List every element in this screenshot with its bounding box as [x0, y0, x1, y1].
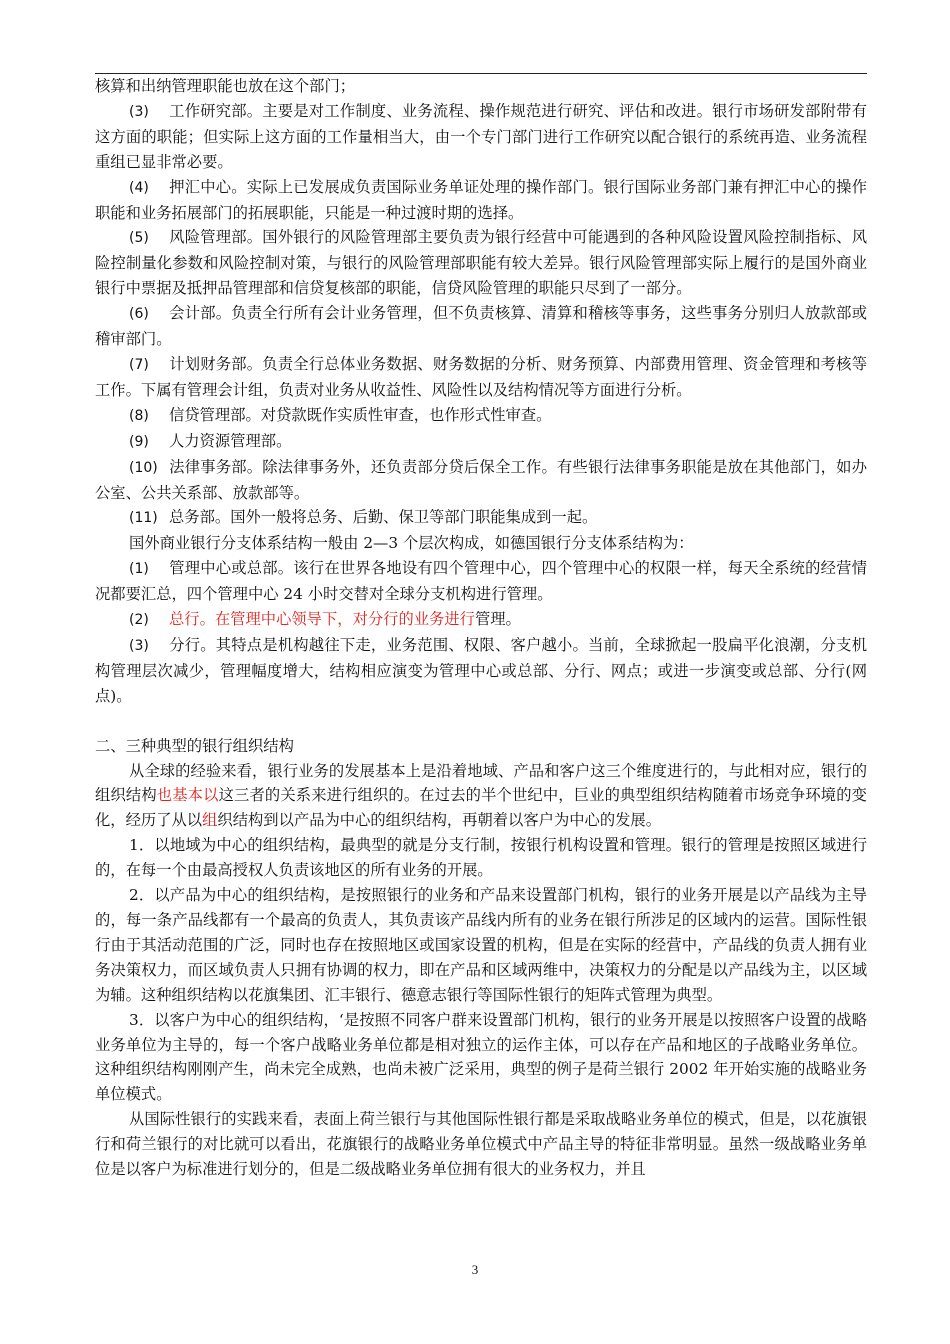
list-item: (6) 会计部。负责全行所有会计业务管理，但不负责核算、清算和稽核等事务，这些事务分别归人放款部或稽审部门。 — [95, 304, 867, 349]
page-number: 3 — [471, 1262, 479, 1277]
branch-intro: 国外商业银行分支体系结构一般由 2—3 个层次构成，如德国银行分支体系结构为： — [129, 534, 694, 553]
paragraph: 3．以客户为中心的组织结构，‘是按照不同客户群来设置部门机构，银行的业务开展是以按照客户设置的战略业务单位为主导的，每一个客户战略业务单位都是相对独立的运作主体，可以存在产品和地区的子战略业务单位。这种组织结构刚刚产生，尚未完全成熟，也尚未被广泛采用，典型的例子是荷兰银行 2002 年开始实施的战略业务单位模式。 — [95, 1010, 867, 1104]
list-item: (7) 计划财务部。负责全行总体业务数据、财务数据的分析、财务预算、内部费用管理、资金管理和考核等工作。下属有管理会计组，负责对业务从收益性、风险性以及结构情况等方面进行分析。 — [95, 354, 867, 399]
paragraph: 2．以产品为中心的组织结构，是按照银行的业务和产品来设置部门机构，银行的业务开展是以产品线为主导的，每一条产品线都有一个最高的负责人，其负责该产品线内所有的业务在银行所涉足的区域内的运营。国际性银行由于其活动范围的广泛，同时也存在按照地区或国家设置的机构，但是在实际的经营中，产品线的负责人拥有业务决策权力，而区域负责人只拥有协调的权力，即在产品和区域两维中，决策权力的分配是以产品线为主，以区域为辅。这种组织结构以花旗集团、汇丰银行、德意志银行等国际性银行的矩阵式管理为典型。 — [95, 886, 867, 1004]
highlighted-text: 也基本以 — [156, 786, 219, 805]
paragraph-continuation: 核算和出纳管理职能也放在这个部门； — [95, 77, 356, 95]
list-item: (1) 管理中心或总部。该行在世界各地设有四个管理中心，四个管理中心的权限一样，每天全系统的经营情况都要汇总，四个管理中心 24 小时交替对全球分支机构进行管理。 — [95, 559, 867, 604]
list-item: (2) 总行。在管理中心领导下，对分行的业务进行管理。 — [129, 610, 521, 629]
list-item: (4) 押汇中心。实际上已发展成负责国际业务单证处理的操作部门。银行国际业务部门兼有押汇中心的操作职能和业务拓展部门的拓展职能，只能是一种过渡时期的选择。 — [95, 177, 867, 222]
section-title: 二、三种典型的银行组织结构 — [95, 736, 294, 755]
list-item: (8) 信贷管理部。对贷款既作实质性审查，也作形式性审查。 — [129, 405, 552, 424]
list-item: (3) 工作研究部。主要是对工作制度、业务流程、操作规范进行研究、评估和改进。银行市场研发部附带有这方面的职能；但实际上这方面的工作量相当大，由一个专门部门进行工作研究以配合银行的系统再造、业务流程重组已显非常必要。 — [95, 101, 867, 171]
list-item: (5) 风险管理部。国外银行的风险管理部主要负责为银行经营中可能遇到的各种风险设置风险控制指标、风险控制量化参数和风险控制对策，与银行的风险管理部职能有较大差异。银行风险管理部实际上履行的是国外商业银行中票据及抵押品管理部和信贷复核部的职能，信贷风险管理的职能只尽到了一部分。 — [95, 228, 867, 298]
highlighted-text: 组 — [202, 811, 218, 830]
list-item: (3) 分行。其特点是机构越往下走，业务范围、权限、客户越小。当前，全球掀起一股扁平化浪潮，分支机构管理层次减少，管理幅度增大，结构相应演变为管理中心或总部、分行、网点；或进一步演变或总部、分行(网点)。 — [95, 635, 867, 705]
paragraph: 1．以地域为中心的组织结构，最典型的就是分支行制，按银行机构设置和管理。银行的管理是按照区域进行的，在每一个由最高授权人负责该地区的所有业务的开展。 — [95, 836, 867, 880]
paragraph: 从国际性银行的实践来看，表面上荷兰银行与其他国际性银行都是采取战略业务单位的模式，但是，以花旗银行和荷兰银行的对比就可以看出，花旗银行的战略业务单位模式中产品主导的特征非常明显。虽然一级战略业务单位是以客户为标准进行划分的，但是二级战略业务单位拥有很大的业务权力，并且 — [95, 1110, 867, 1179]
list-item: (10) 法律事务部。除法律事务外，还负责部分贷后保全工作。有些银行法律事务职能是放在其他部门，如办公室、公共关系部、放款部等。 — [95, 457, 867, 502]
highlighted-text: 总行。在管理中心领导下，对分行的业务进行 — [169, 610, 475, 629]
paragraph: 从全球的经验来看，银行业务的发展基本上是沿着地域、产品和客户这三个维度进行的，与此相对应，银行的组织结构也基本以这三者的关系来进行组织的。在过去的半个世纪中，巨业的典型组织结构随着市场竞争环境的变化，经历了从以组织结构到以产品为中心的组织结构，再朝着以客户为中心的发展。 — [95, 761, 867, 830]
list-item: (9) 人力资源管理部。 — [129, 431, 292, 450]
document-body — [95, 74, 867, 1182]
list-item: (11) 总务部。国外一般将总务、后勤、保卫等部门职能集成到一起。 — [129, 508, 598, 527]
